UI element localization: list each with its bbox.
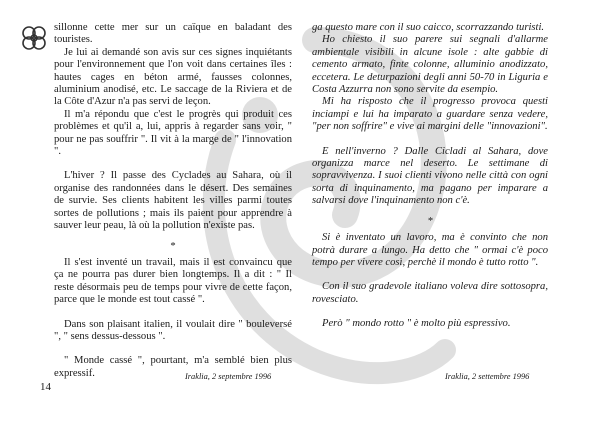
paragraph: Però " mondo rotto " è molto più espressivo. [322, 318, 511, 330]
paragraph: E nell'inverno ? Dalle Cicladi al Sahara, dove organizza marce nel deserto. Le settimane di sopravvivenza. I suoi clienti vivono nelle città con ogni sorta di inquinamento, ma pagano per imparare a salvarsi dove l'inquinamento non c'è. [312, 145, 548, 207]
paragraph: Il m'a répondu que c'est le progrès qui produit ces problèmes et qu'il a, lui, appris à regarder sans voir, " pour ne pas souffrir ". Il vit à la marge de " l'innovation ". [54, 108, 292, 158]
paragraph: " Monde cassé ", pourtant, m'a semblé bien plus expressif. [54, 355, 292, 379]
paragraph: Je lui ai demandé son avis sur ces signes inquiétants pour l'environnement que l'on voit dans certaines îles : hautes cages en béton armé, fausses colonnes, aluminium anodisé, etc. Le saccage de la Riviera et de la Côte d'Azur n'a pas servi de leçon. [54, 46, 292, 108]
celtic-knot-icon [18, 22, 50, 54]
italian-text-column [312, 22, 548, 331]
page-number: 14 [40, 381, 51, 393]
paragraph: Mi ha risposto che il progresso provoca questi inciampi e lui ha imparato a guardare senza vedere, "per non soffrire" e vive ai margini delle "innovazioni". [312, 96, 548, 133]
paragraph: sillonne cette mer sur un caïque en baladant des touristes. [54, 22, 292, 46]
paragraph: Il s'est inventé un travail, mais il est convaincu que ça ne pourra pas durer bien longtemps. Il a dit : " Il reste désormais peu de temps pour vivre de cette façon, parce que le monde est tout cassé ". [54, 256, 292, 306]
section-separator: * [427, 215, 433, 227]
paragraph: Si è inventato un lavoro, ma è convinto che non potrà durare a lungo. Ha detto che " ormai c'è poco tempo per vivere così, perchè il mondo è tutto rotto ". [312, 232, 548, 268]
paragraph: Ho chiesto il suo parere sui segnali d'allarme ambientale visibili in alcune isole : alte gabbie di cemento armato, finte colonne, alluminio anodizzato, eccetera. Le deturpazioni degli anni 50-70 in Liguria e Costa Azzurra non sono servite da esempio. [312, 34, 548, 96]
paragraph: ga questo mare con il suo caicco, scorrazzando turisti. [312, 22, 545, 33]
paragraph: Dans son plaisant italien, il voulait dire " bouleversé ", " sens dessus-dessous ". [54, 318, 292, 342]
paragraph: Con il suo gradevole italiano voleva dire sottosopra, rovesciato. [312, 281, 548, 305]
paragraph: L'hiver ? Il passe des Cyclades au Sahara, où il organise des randonnées dans le désert. Des semaines de survie. Ses clients habitent les villes parmi toutes sortes de pollutions ; mais ils paient pour apprendre à sauver leur peau, là où la pollution n'existe pas. [54, 170, 292, 232]
section-separator: * [170, 240, 176, 252]
french-date: Iraklia, 2 septembre 1996 [185, 372, 272, 381]
italian-date: Iraklia, 2 settembre 1996 [445, 372, 530, 381]
french-text-column [54, 22, 292, 380]
